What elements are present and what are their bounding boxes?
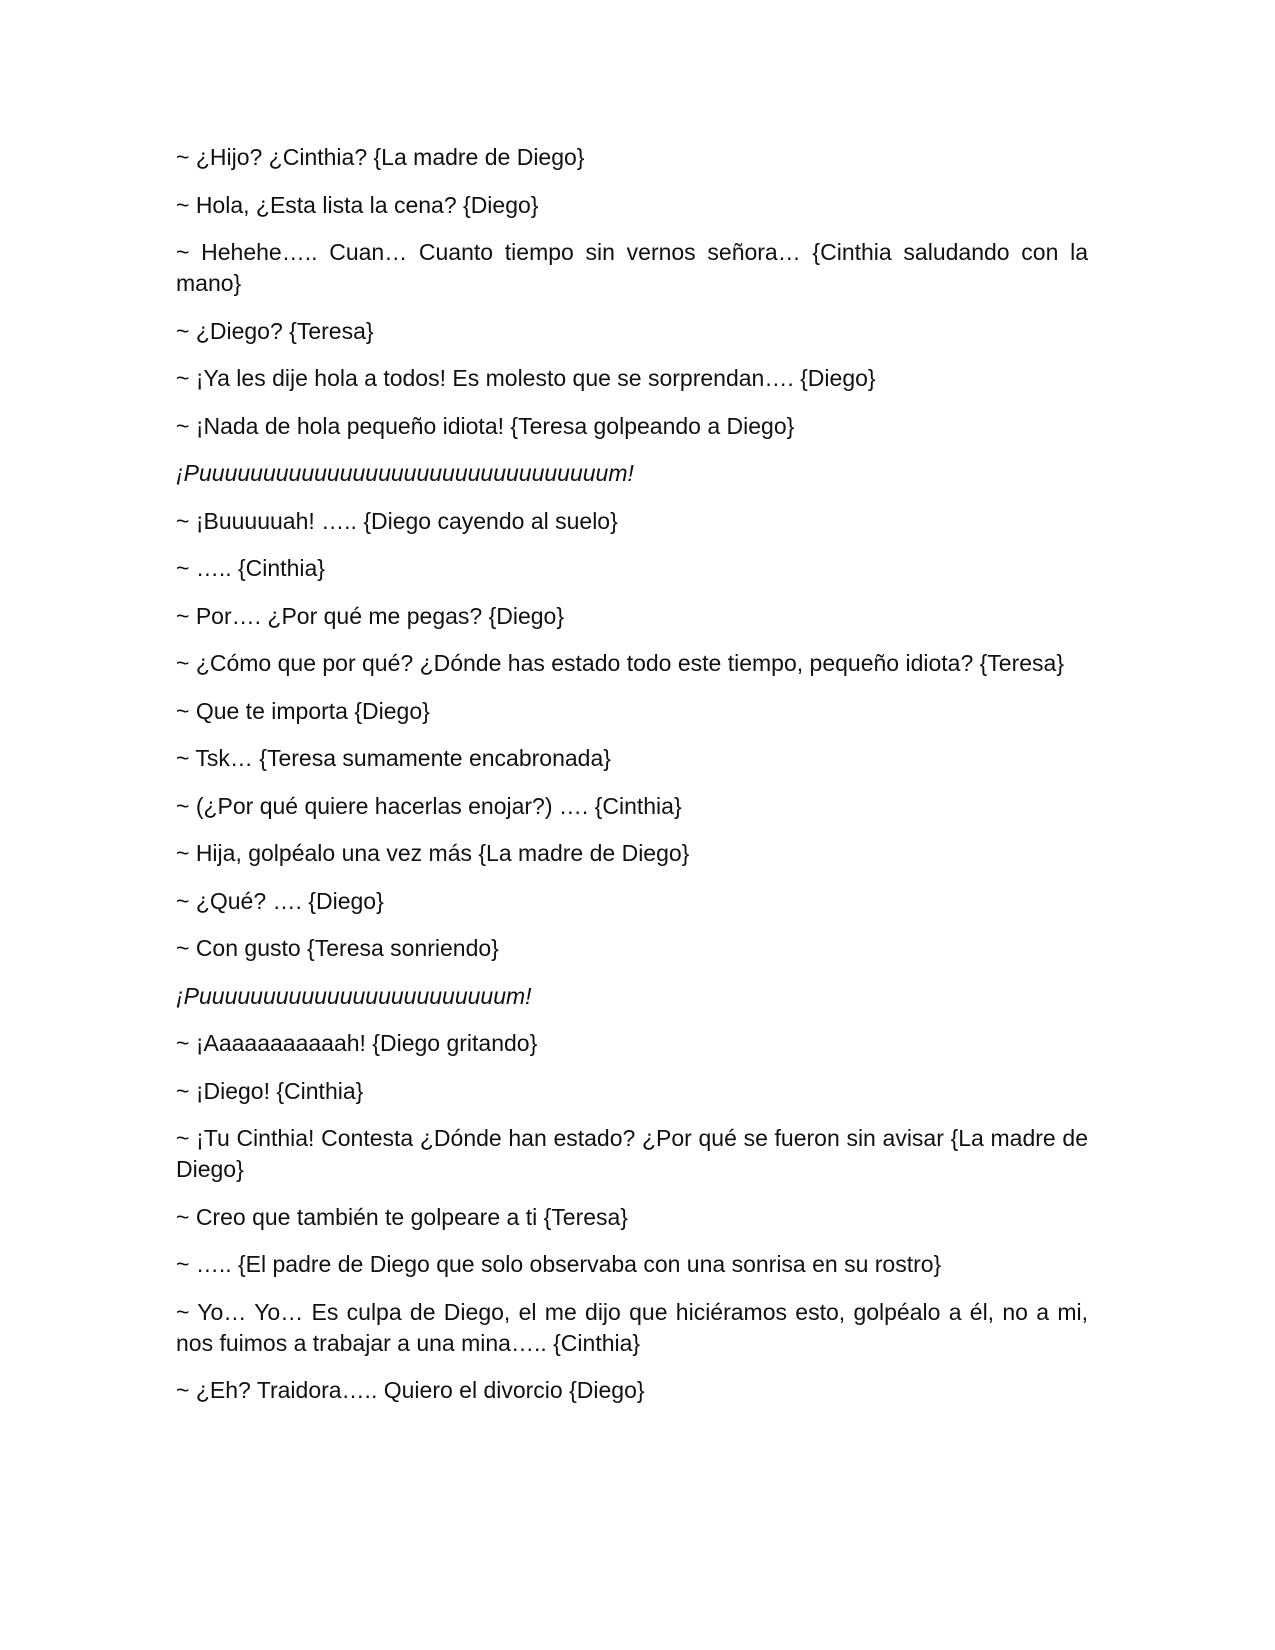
- dialogue-line: ~ ….. {Cinthia}: [176, 555, 325, 581]
- dialogue-line: ~ Hola, ¿Esta lista la cena? {Diego}: [176, 191, 539, 218]
- dialogue-line: ~ ¿Eh? Traidora….. Quiero el divorcio {Diego}: [176, 1377, 645, 1403]
- dialogue-line: ~ Tsk… {Teresa sumamente encabronada}: [176, 745, 611, 771]
- dialogue-line: ~ ¡Diego! {Cinthia}: [176, 1077, 364, 1104]
- dialogue-line: ~ Por…. ¿Por qué me pegas? {Diego}: [176, 602, 565, 629]
- dialogue-line: ~ ¿Cómo que por qué? ¿Dónde has estado todo este tiempo, pequeño idiota? {Teresa}: [176, 650, 1065, 676]
- sound-effect-line: ¡Puuuuuuuuuuuuuuuuuuuuuuuum!: [176, 982, 532, 1009]
- dialogue-line: ~ Creo que también te golpeare a ti {Teresa}: [176, 1203, 628, 1230]
- dialogue-line: ~ Yo… Yo… Es culpa de Diego, el me dijo que hiciéramos esto, golpéalo a él, no a mi, nos fuimos a trabajar a una mina….. {Cinthia}: [176, 1298, 1088, 1356]
- dialogue-line: ~ ¡Buuuuuah! ….. {Diego cayendo al suelo}: [176, 507, 618, 534]
- dialogue-line: ~ ¿Qué? …. {Diego}: [176, 887, 384, 914]
- dialogue-line: ~ ¡Nada de hola pequeño idiota! {Teresa golpeando a Diego}: [176, 412, 795, 439]
- dialogue-line: ~ ….. {El padre de Diego que solo observaba con una sonrisa en su rostro}: [176, 1251, 942, 1277]
- dialogue-line: ~ Que te importa {Diego}: [176, 697, 430, 724]
- dialogue-line: ~ Hija, golpéalo una vez más {La madre de Diego}: [176, 840, 690, 866]
- dialogue-line: ~ (¿Por qué quiere hacerlas enojar?) …. {Cinthia}: [176, 792, 682, 819]
- dialogue-line: ~ Con gusto {Teresa sonriendo}: [176, 935, 499, 961]
- dialogue-line: ~ ¡Tu Cinthia! Contesta ¿Dónde han estado? ¿Por qué se fueron sin avisar {La madre de Diego}: [176, 1125, 1088, 1182]
- sound-effect-line: ¡Puuuuuuuuuuuuuuuuuuuuuuuuuuuuuuuum!: [176, 460, 634, 486]
- dialogue-line: ~ ¿Hijo? ¿Cinthia? {La madre de Diego}: [176, 144, 585, 170]
- dialogue-line: ~ Hehehe….. Cuan… Cuanto tiempo sin vernos señora… {Cinthia saludando con la mano}: [176, 239, 1088, 296]
- dialogue-line: ~ ¿Diego? {Teresa}: [176, 317, 374, 344]
- dialogue-line: ~ ¡Aaaaaaaaaaah! {Diego gritando}: [176, 1030, 538, 1056]
- dialogue-line: ~ ¡Ya les dije hola a todos! Es molesto que se sorprendan…. {Diego}: [176, 365, 876, 391]
- dialogue-text-block: [176, 142, 1088, 1423]
